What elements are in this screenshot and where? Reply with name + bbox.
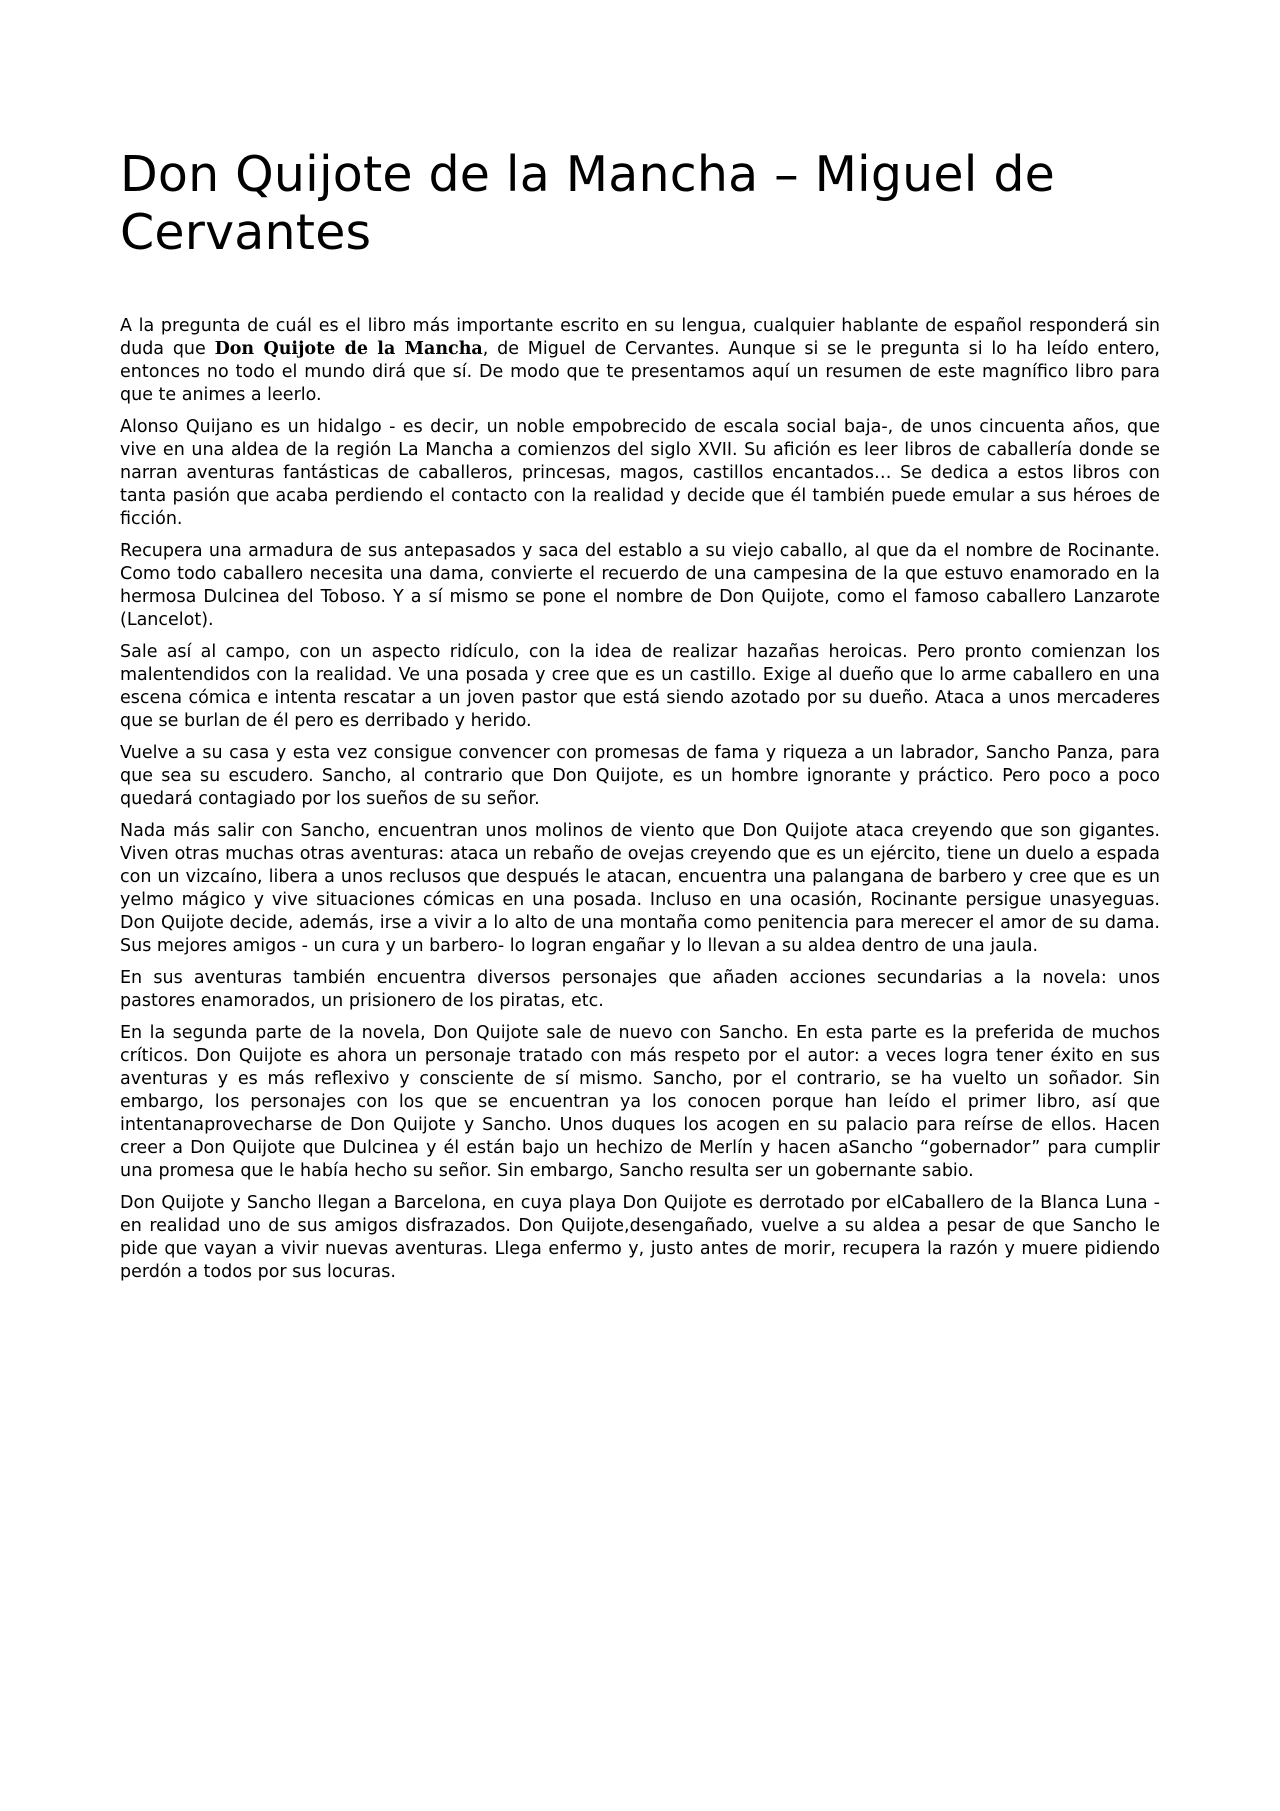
paragraph-sancho-panza: Vuelve a su casa y esta vez consigue convencer con promesas de fama y riqueza a un labrador, Sancho Panza, para que sea su escudero. Sancho, al contrario que Don Quijote, es un hombre ignorante y práctico. Pero poco a poco quedará contagiado por los sueños de su señor. — [120, 743, 1160, 809]
paragraph-armadura: Recupera una armadura de sus antepasados y saca del establo a su viejo caballo, al que da el nombre de Rocinante. Como todo caballero necesita una dama, convierte el recuerdo de una campesina de la que estuvo enamorado en la hermosa Dulcinea del Toboso. Y a sí mismo se pone el nombre de Don Quijote, como el famoso caballero Lanzarote (Lancelot). — [120, 541, 1160, 630]
paragraph-sale-al-campo: Sale así al campo, con un aspecto ridículo, con la idea de realizar hazañas heroicas. Pero pronto comienzan los malentendidos con la realidad. Ve una posada y cree que es un castillo. Exige al dueño que lo arme caballero en una escena cómica e intenta rescatar a un joven pastor que está siendo azotado por su dueño. Ataca a unos mercaderes que se burlan de él pero es derribado y herido. — [120, 642, 1160, 731]
paragraph-personajes: En sus aventuras también encuentra diversos personajes que añaden acciones secundarias a la novela: unos pastores enamorados, un prisionero de los piratas, etc. — [120, 968, 1160, 1011]
book-title-bold: Don Quijote de la Mancha — [214, 339, 483, 359]
intro-paragraph — [120, 315, 1160, 407]
paragraph-segunda-parte: En la segunda parte de la novela, Don Quijote sale de nuevo con Sancho. En esta parte es la preferida de muchos críticos. Don Quijote es ahora un personaje tratado con más respeto por el autor: a veces logra tener éxito en sus aventuras y es más reflexivo y consciente de sí mismo. Sancho, por el contrario, se ha vuelto un soñador. Sin embargo, los personajes con los que se encuentran ya los conocen porque han leído el primer libro, así que intentanaprovecharse de Don Quijote y Sancho. Unos duques los acogen en su palacio para reírse de ellos. Hacen creer a Don Quijote que Dulcinea y él están bajo un hechizo de Merlín y hacen aSancho “gobernador” para cumplir una promesa que le había hecho su señor. Sin embargo, Sancho resulta ser un gobernante sabio. — [120, 1023, 1160, 1181]
document-body — [120, 146, 1160, 1293]
intro-text-after: , de Miguel de Cervantes. Aunque si se le pregunta si lo ha leído entero, entonces no todo el mundo dirá que sí. De modo que te presentamos aquí un resumen de este magnífico libro para que te animes a leerlo. — [120, 339, 1160, 405]
paragraph-alonso-quijano: Alonso Quijano es un hidalgo - es decir, un noble empobrecido de escala social baja-, de unos cincuenta años, que vive en una aldea de la región La Mancha a comienzos del siglo XVII. Su afición es leer libros de caballería donde se narran aventuras fantásticas de caballeros, princesas, magos, castillos encantados… Se dedica a estos libros con tanta pasión que acaba perdiendo el contacto con la realidad y decide que él también puede emular a sus héroes de ficción. — [120, 417, 1160, 529]
paragraph-molinos: Nada más salir con Sancho, encuentran unos molinos de viento que Don Quijote ataca creyendo que son gigantes. Viven otras muchas otras aventuras: ataca un rebaño de ovejas creyendo que es un ejército, tiene un duelo a espada con un vizcaíno, libera a unos reclusos que después le atacan, encuentra una palangana de barbero y cree que es un yelmo mágico y vive situaciones cómicas en una posada. Incluso en una ocasión, Rocinante persigue unasyeguas. Don Quijote decide, además, irse a vivir a lo alto de una montaña como penitencia para merecer el amor de su dama. Sus mejores amigos - un cura y un barbero- lo logran engañar y lo llevan a su aldea dentro de una jaula. — [120, 821, 1160, 956]
document-title: Don Quijote de la Mancha – Miguel de Cervantes — [120, 146, 1056, 261]
intro-text-before: A la pregunta de cuál es el libro más importante escrito en su lengua, cualquier hablante de español responderá sin duda que — [120, 316, 1160, 359]
paragraph-barcelona: Don Quijote y Sancho llegan a Barcelona, en cuya playa Don Quijote es derrotado por elCaballero de la Blanca Luna -en realidad uno de sus amigos disfrazados. Don Quijote,desengañado, vuelve a su aldea a pesar de que Sancho le pide que vayan a vivir nuevas aventuras. Llega enfermo y, justo antes de morir, recupera la razón y muere pidiendo perdón a todos por sus locuras. — [120, 1193, 1160, 1282]
